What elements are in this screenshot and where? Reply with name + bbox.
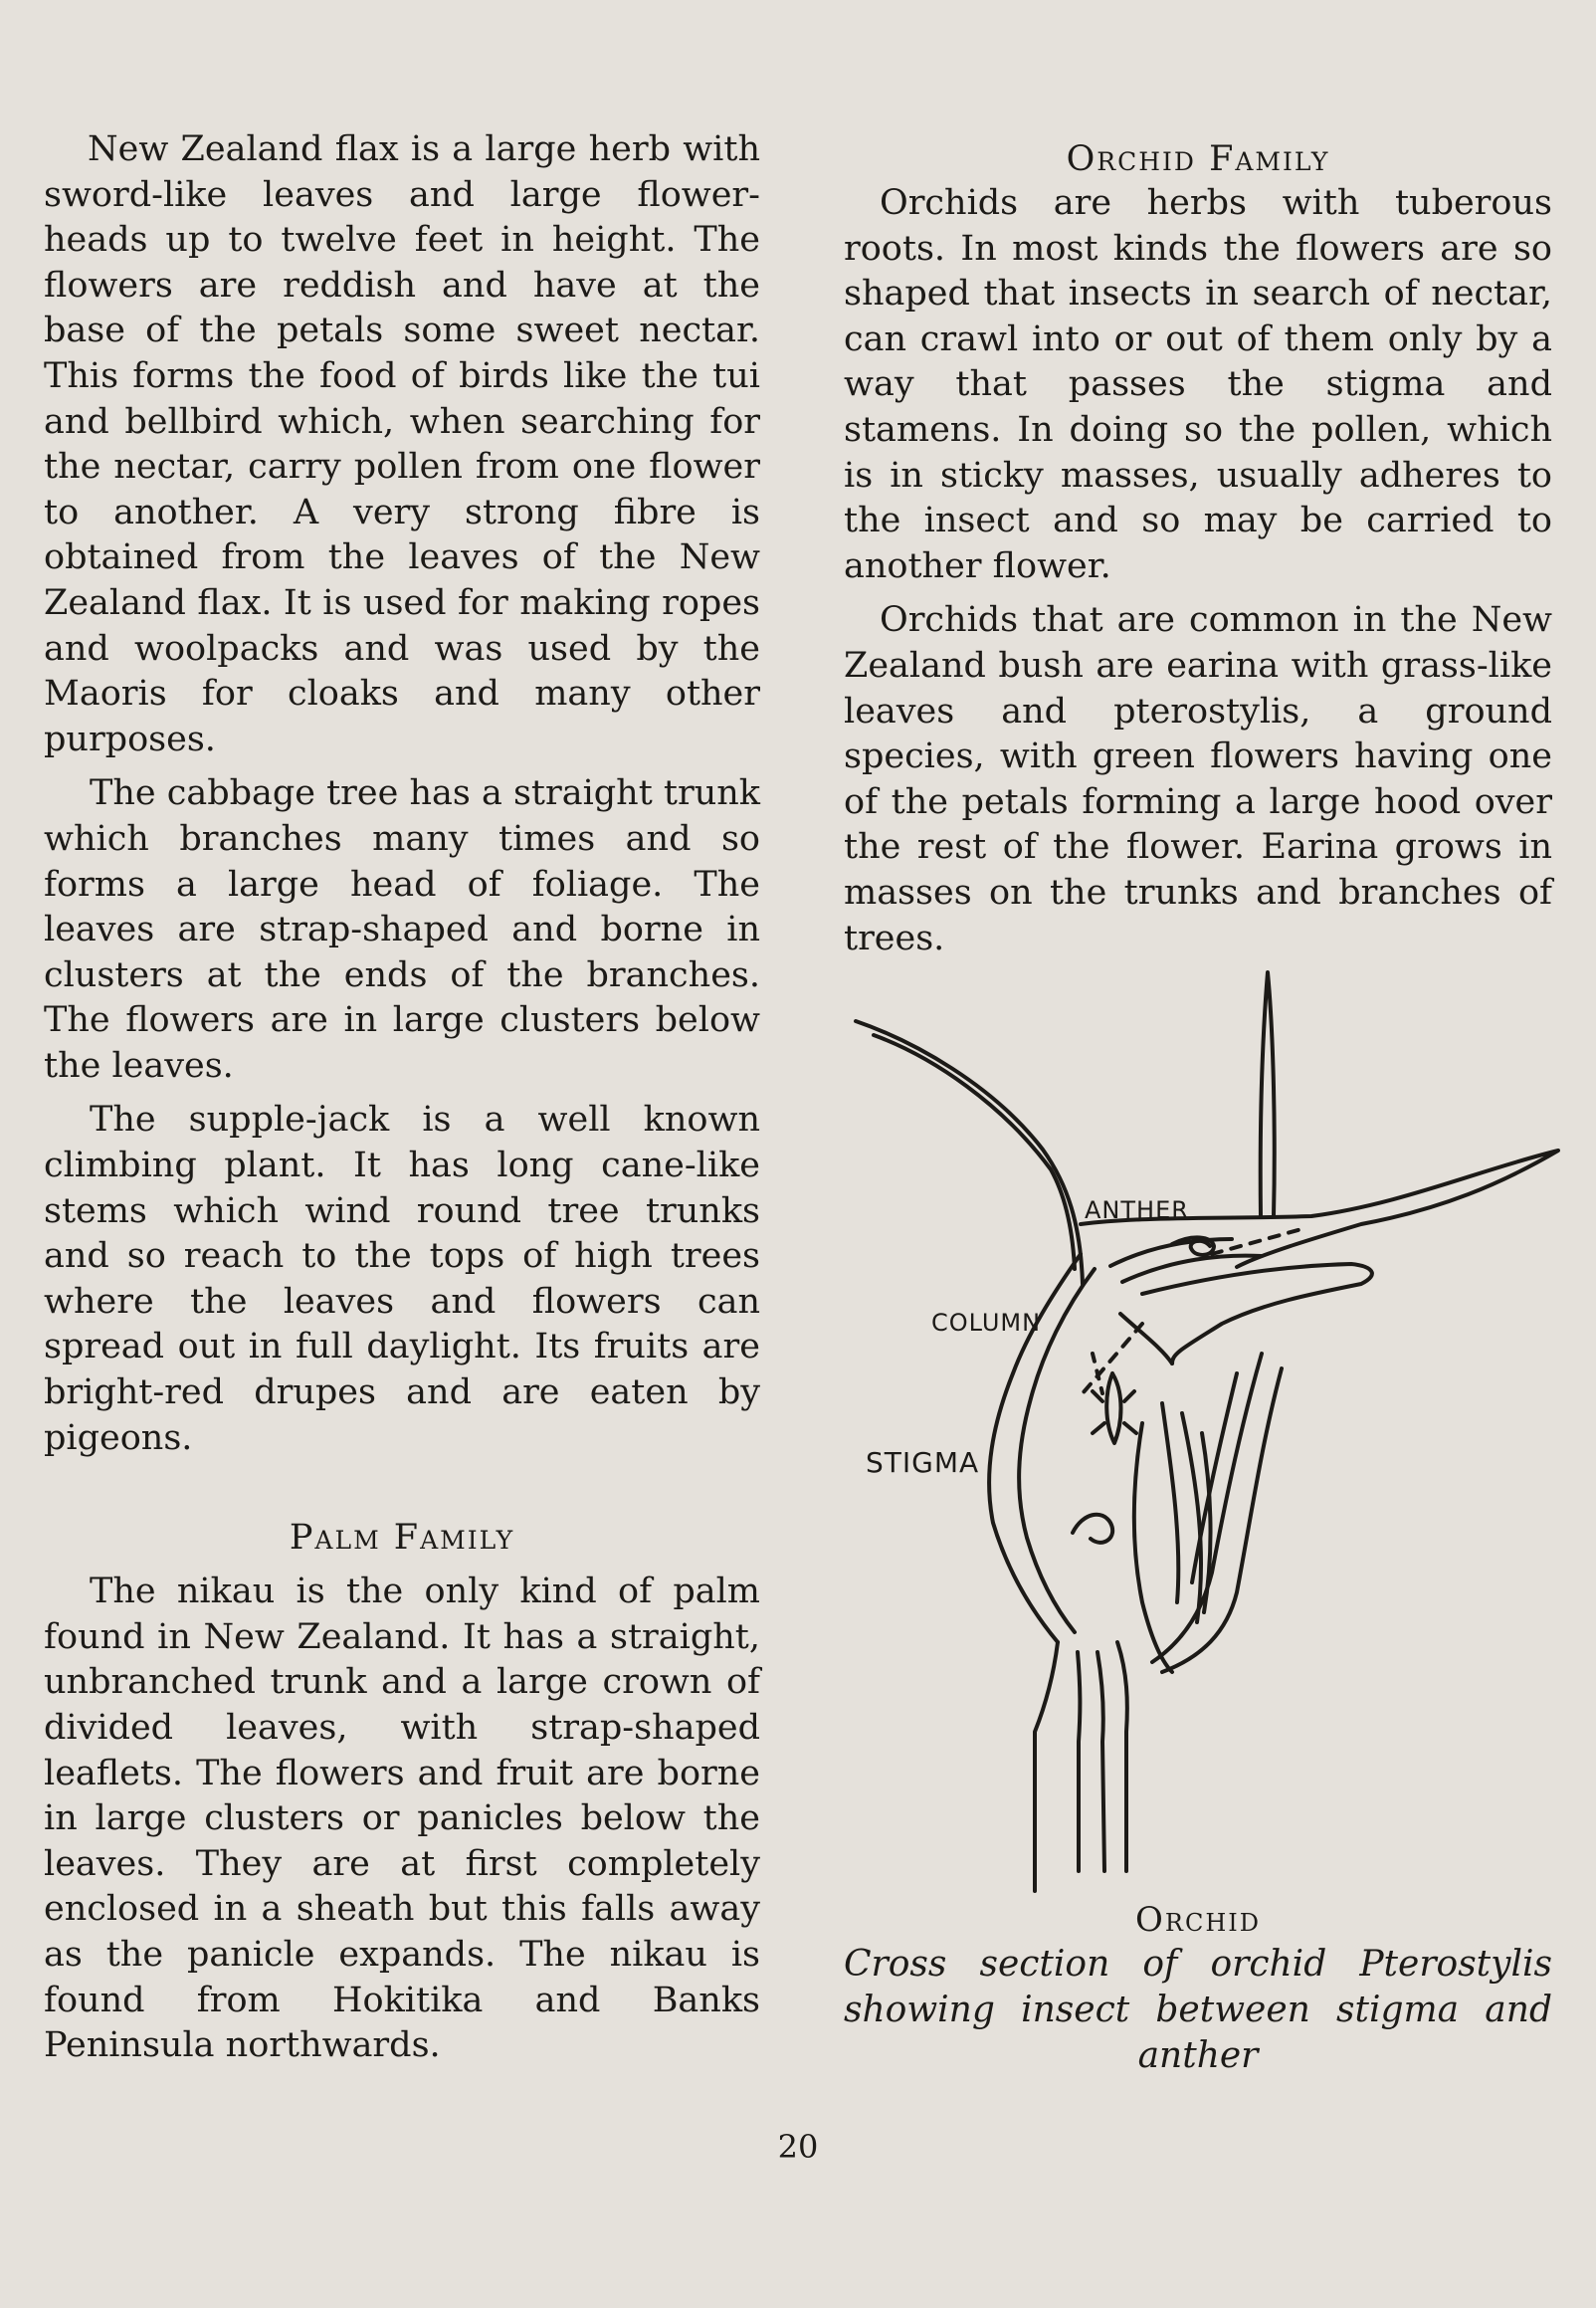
- figure-caption: [844, 1898, 1552, 2079]
- stigma-detail: [1073, 1515, 1112, 1543]
- caption-text: Cross section of orchid Pterostylis showing insect between stigma and anther: [844, 1944, 1552, 2076]
- left-column: [44, 127, 760, 2078]
- caption-title: Orchid: [1135, 1900, 1261, 1940]
- orchid-drawing: [844, 955, 1570, 1901]
- anther-label: ANTHER: [1085, 1196, 1189, 1224]
- paragraph-common-orchids: Orchids that are common in the New Zealand bush are earina with grass-like leaves and pterostylis, a ground species, with green flowers having one of the petals forming a large hood over the rest of the flower. Earina grows in masses on the trunks and branches of trees.: [844, 600, 1552, 958]
- paragraph-flax: New Zealand flax is a large herb with sword-like leaves and large flower-heads up to twelve feet in height. The flowers are reddish and have at the base of the petals some sweet nectar. This forms the food of birds like the tui and bellbird which, when searching for the nectar, carry pollen from one flower to another. A very strong fibre is obtained from the leaves of the New Zealand flax. It is used for making ropes and woolpacks and was used by the Maoris for cloaks and many other purposes.: [44, 129, 760, 759]
- paragraph-orchids: Orchids are herbs with tuberous roots. In most kinds the flowers are so shaped that insects in search of nectar, can crawl into or out of them only by a way that passes the stigma and stamens. In doing so the pollen, which is in sticky masses, usually adheres to the insect and so may be carried to another flower.: [844, 183, 1552, 586]
- paragraph-supple-jack: The supple-jack is a well known climbing plant. It has long cane-like stems which wind round tree trunks and so reach to the tops of high trees where the leaves and flowers can spread out in full daylight. Its fruits are bright-red drupes and are eaten by pigeons.: [44, 1100, 760, 1458]
- paragraph-nikau: The nikau is the only kind of palm found in New Zealand. It has a straight, unbranched trunk and a large crown of divided leaves, with strap-shaped leaflets. The flowers and fruit are borne in large clusters or panicles below the leaves. They are at first completely enclosed in a sheath but this falls away as the panicle expands. The nikau is found from Hokitika and Banks Peninsula northwards.: [44, 1572, 760, 2066]
- palm-family-heading: Palm Family: [289, 1518, 515, 1559]
- insect: [1106, 1373, 1120, 1443]
- left-petal: [856, 1021, 1083, 1284]
- stigma-label: STIGMA: [866, 1446, 980, 1479]
- orchid-cross-section-figure: [844, 955, 1570, 1901]
- dorsal-spike: [1261, 972, 1275, 1216]
- lip: [1142, 1264, 1372, 1364]
- orchid-family-heading: Orchid Family: [1066, 139, 1330, 179]
- paragraph-cabbage-tree: The cabbage tree has a straight trunk which branches many times and so forms a large head of foliage. The leaves are strap-shaped and borne in clusters at the ends of the branches. The flowers are in large clusters below the leaves.: [44, 773, 760, 1086]
- page-number: 20: [777, 2128, 819, 2166]
- stem: [1035, 1642, 1058, 1891]
- right-column: [844, 137, 1552, 970]
- column-label: COLUMN: [931, 1309, 1042, 1337]
